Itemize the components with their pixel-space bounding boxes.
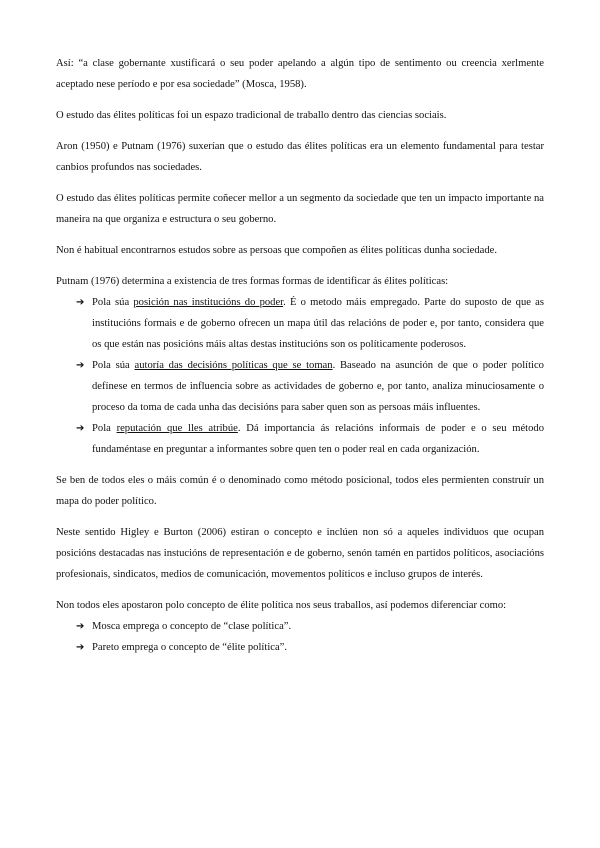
paragraph-positional-common: Se ben de todos eles o máis común é o denominado como método posicional, todos eles permienten construír un mapa do poder político. [56,475,544,507]
author-concept: Mosca emprega o concepto de “clase política”. [92,621,292,632]
method-term: autoría das decisións políticas que se toman [134,360,333,371]
methods-list [56,292,544,460]
list-item-reputational [56,418,544,460]
method-prefix: Pola súa [92,360,135,371]
method-description: . É o metodo máis empregado. Parte do suposto de que as institucións formais e de goberno ofrecen un mapa útil das relacións de poder e, por tanto, considera que os que están nas posicións máis altas destas institucións son os políticamente poderosos. [92,297,544,350]
paragraph-higley-burton: Neste sentido Higley e Burton (2006) estiran o concepto e inclúen non só a aqueles individuos que ocupan posicións destacadas nas instucións de representación e de goberno, senón tamén en partidos políticos, asociacións profesionais, sindicatos, medios de comunicación, movementos políticos e incluso grupos de interés. [56,527,544,580]
right-arrow-icon: ➔ [76,621,85,632]
paragraph-mosca-quote: Así: “a clase gobernante xustificará o seu poder apelando a algún tipo de sentimento ou creencia xerlmente aceptado nese período e por esa sociedade” (Mosca, 1958). [56,58,544,90]
paragraph-segment: O estudo das élites políticas permite coñecer mellor a un segmento da sociedade que ten un impacto importante na maneira na que organiza e estructura o seu goberno. [56,193,544,225]
method-prefix: Pola [92,423,117,434]
author-concept: Pareto emprega o concepto de “élite política”. [92,642,288,653]
right-arrow-icon: ➔ [76,423,85,434]
method-description: . Dá importancia ás relacións informais de poder e o seu método fundaméntase en preguntar a informantes sobre quen ten o poder real en cada organización. [92,423,544,455]
list-item-positional [56,292,544,355]
method-description: . Baseado na asunción de que o poder político defínese en termos de influencia sobre as actividades de goberno e, por tanto, analiza minuciosamente o proceso da toma de cada unha das decisións para saber quen son as persoas máis influentes. [92,360,544,413]
list-item-pareto [56,637,544,658]
authors-list [56,616,544,658]
right-arrow-icon: ➔ [76,360,85,371]
method-prefix: Pola súa [92,297,134,308]
list-item-decisional [56,355,544,418]
paragraph-putnam-forms: Putnam (1976) determina a existencia de tres formas formas de identificar ás élites políticas: [56,276,449,287]
right-arrow-icon: ➔ [76,642,85,653]
paragraph-aron-putnam: Aron (1950) e Putnam (1976) suxerían que o estudo das élites políticas era un elemento fundamental para testar canbios profundos nas sociedades. [56,141,544,173]
method-term: posición nas institucións do poder [133,297,284,308]
list-item-mosca [56,616,544,637]
paragraph-elites-study: O estudo das élites políticas foi un espazo tradicional de traballo dentro das ciencias sociais. [56,110,447,121]
paragraph-not-habitual: Non é habitual encontrarnos estudos sobre as persoas que compoñen as élites políticas dunha sociedade. [56,245,497,256]
method-term: reputación que lles atribúe [116,423,238,434]
paragraph-not-all: Non todos eles apostaron polo concepto de élite política nos seus traballos, así podemos diferenciar como: [56,600,507,611]
document-page [56,53,544,668]
right-arrow-icon: ➔ [76,297,85,308]
